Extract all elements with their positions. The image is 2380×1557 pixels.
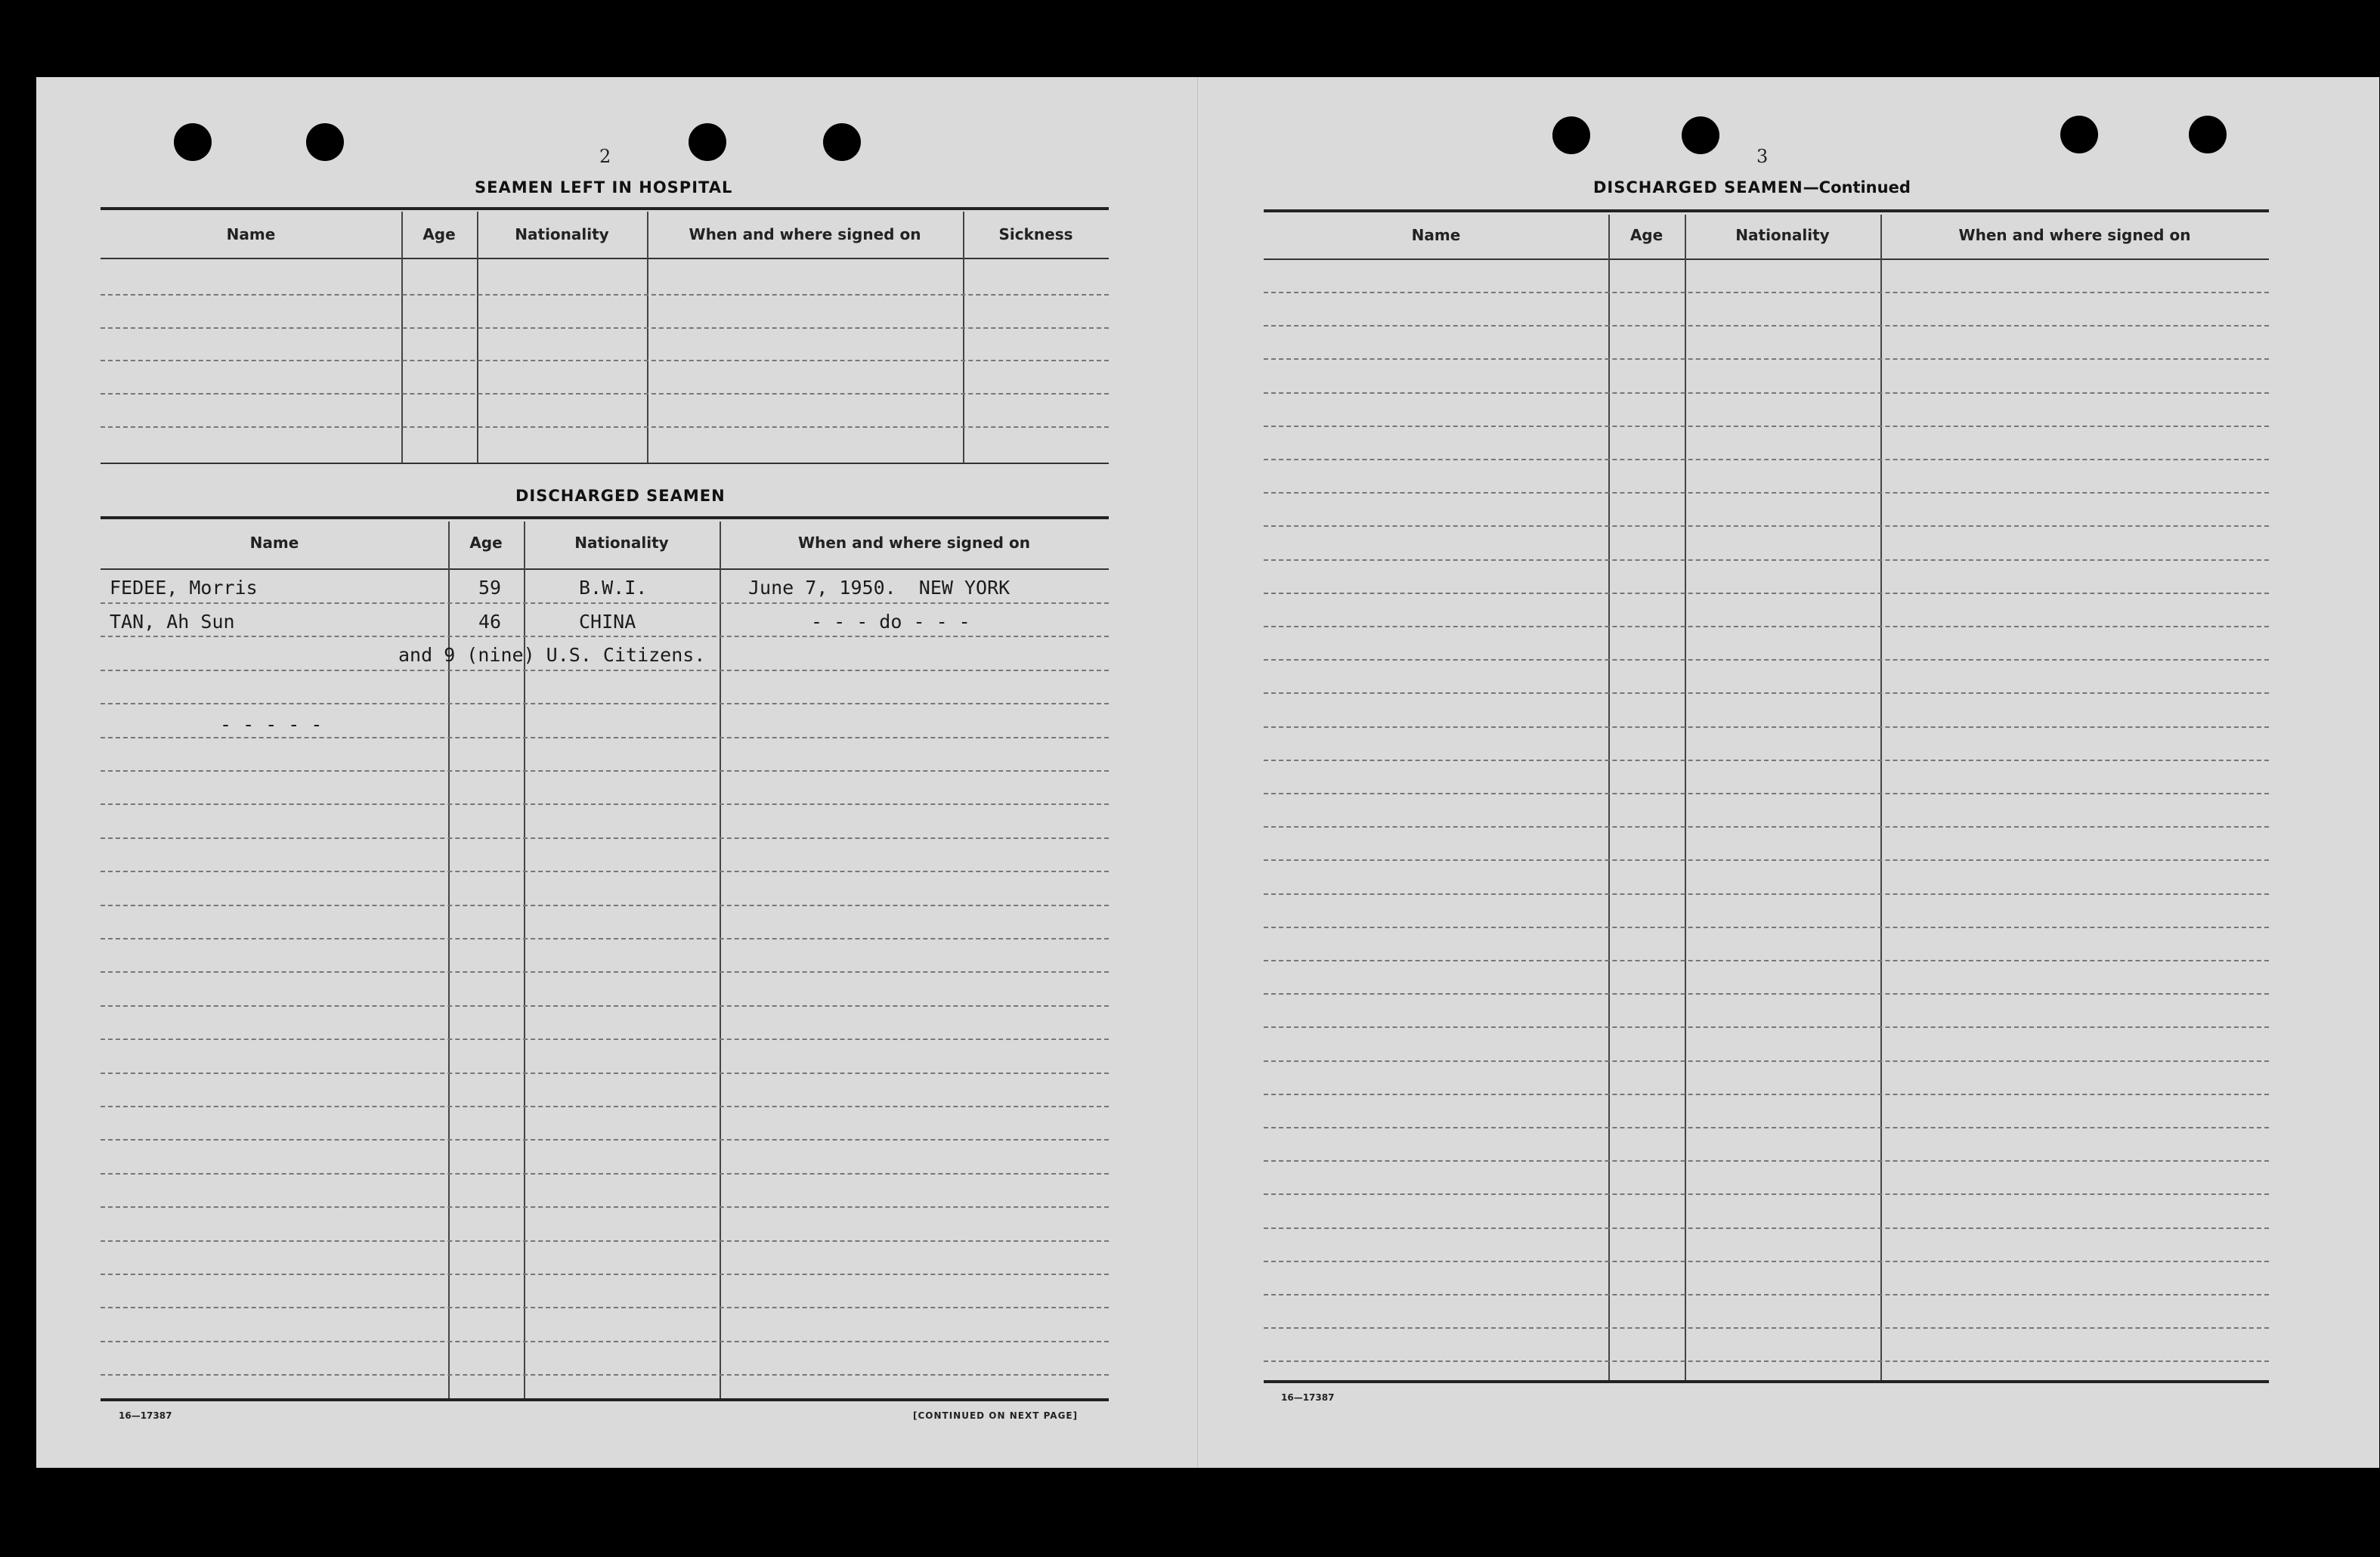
table-ruled-line xyxy=(101,737,1109,738)
table-ruled-line xyxy=(1264,1026,2269,1028)
table-ruled-line xyxy=(1264,893,2269,895)
table-header-rule xyxy=(1264,258,2269,260)
column-header-nationality: Nationality xyxy=(574,534,669,552)
table-ruled-line xyxy=(101,426,1109,428)
table-ruled-line xyxy=(101,1341,1109,1342)
column-header-age: Age xyxy=(1629,226,1664,244)
center-fold xyxy=(1197,77,1199,1468)
table-header-rule xyxy=(101,258,1109,259)
table-ruled-line xyxy=(1264,392,2269,394)
table-ruled-line xyxy=(1264,1360,2269,1362)
table-bottom-rule xyxy=(1264,1380,2269,1383)
table-ruled-line xyxy=(1264,559,2269,561)
seaman-name: TAN, Ah Sun xyxy=(110,611,235,633)
table-ruled-line xyxy=(101,327,1109,329)
table-ruled-line xyxy=(1264,1127,2269,1128)
table-ruled-line xyxy=(1264,525,2269,527)
table-ruled-line xyxy=(1264,426,2269,427)
table-ruled-line xyxy=(1264,459,2269,460)
table-ruled-line xyxy=(101,1039,1109,1040)
table-ruled-line xyxy=(1264,659,2269,661)
column-divider xyxy=(477,212,478,463)
continued-note: [CONTINUED ON NEXT PAGE] xyxy=(913,1410,1079,1421)
table-ruled-line xyxy=(1264,1227,2269,1229)
seaman-age: 59 xyxy=(478,577,502,599)
column-header-name: Name xyxy=(249,534,299,552)
table-bottom-rule xyxy=(101,463,1109,464)
table-ruled-line xyxy=(101,1173,1109,1175)
table-top-rule xyxy=(101,207,1109,210)
table-ruled-line xyxy=(1264,859,2269,861)
table-ruled-line xyxy=(101,1073,1109,1074)
seaman-signed-on: - - - do - - - xyxy=(811,611,970,633)
table-ruled-line xyxy=(101,602,1109,604)
table-ruled-line xyxy=(1264,993,2269,995)
punch-hole xyxy=(174,123,212,161)
column-header-name: Name xyxy=(1411,226,1461,244)
title-suffix: —Continued xyxy=(1803,178,1911,197)
table-top-rule xyxy=(101,516,1109,519)
column-header-name: Name xyxy=(226,225,276,243)
table-ruled-line xyxy=(1264,760,2269,761)
table-top-rule xyxy=(1264,209,2269,212)
column-header-signed-on: When and where signed on xyxy=(798,534,1030,552)
punch-hole xyxy=(2189,116,2227,153)
table-ruled-line xyxy=(1264,826,2269,828)
seaman-age: 46 xyxy=(478,611,502,633)
citizens-note: and 9 (nine) U.S. Citizens. xyxy=(398,644,706,666)
table-ruled-line xyxy=(1264,358,2269,360)
table-ruled-line xyxy=(1264,793,2269,794)
hospital-section-title: SEAMEN LEFT IN HOSPITAL xyxy=(475,178,733,197)
page-number: 2 xyxy=(599,146,611,167)
table-ruled-line xyxy=(1264,325,2269,327)
column-header-age: Age xyxy=(422,225,456,243)
document-sheet xyxy=(36,77,2379,1468)
punch-hole xyxy=(1682,116,1719,154)
table-ruled-line xyxy=(101,360,1109,361)
table-ruled-line xyxy=(101,670,1109,671)
table-ruled-line xyxy=(1264,1060,2269,1062)
table-ruled-line xyxy=(101,1139,1109,1141)
column-divider xyxy=(1608,215,1610,1380)
punch-hole xyxy=(1552,116,1590,154)
column-header-signed-on: When and where signed on xyxy=(689,225,921,243)
discharged-section-title: DISCHARGED SEAMEN xyxy=(515,487,726,505)
table-ruled-line xyxy=(1264,1193,2269,1195)
punch-hole xyxy=(689,123,726,161)
seaman-name: FEDEE, Morris xyxy=(110,577,258,599)
column-divider xyxy=(1685,215,1686,1380)
punch-hole xyxy=(306,123,344,161)
table-ruled-line xyxy=(101,1005,1109,1007)
punch-hole xyxy=(2060,116,2098,153)
table-ruled-line xyxy=(101,938,1109,939)
table-ruled-line xyxy=(1264,726,2269,728)
table-ruled-line xyxy=(101,393,1109,395)
table-ruled-line xyxy=(101,1374,1109,1376)
table-ruled-line xyxy=(101,871,1109,872)
table-ruled-line xyxy=(101,294,1109,296)
table-ruled-line xyxy=(1264,1261,2269,1262)
table-ruled-line xyxy=(1264,927,2269,928)
dash-separator: - - - - - xyxy=(220,713,323,735)
table-ruled-line xyxy=(1264,593,2269,594)
table-ruled-line xyxy=(101,770,1109,772)
table-header-rule xyxy=(101,568,1109,570)
table-ruled-line xyxy=(101,1106,1109,1107)
table-ruled-line xyxy=(1264,1327,2269,1329)
table-ruled-line xyxy=(101,1206,1109,1208)
table-ruled-line xyxy=(1264,292,2269,293)
title-text: DISCHARGED SEAMEN xyxy=(1593,178,1803,197)
seaman-signed-on: June 7, 1950. NEW YORK xyxy=(748,577,1010,599)
table-ruled-line xyxy=(101,1240,1109,1242)
column-header-sickness: Sickness xyxy=(998,225,1073,243)
table-bottom-rule xyxy=(101,1398,1109,1401)
column-header-signed-on: When and where signed on xyxy=(1958,226,2191,244)
table-ruled-line xyxy=(1264,1094,2269,1095)
column-divider xyxy=(401,212,403,463)
punch-hole xyxy=(823,123,861,161)
column-header-nationality: Nationality xyxy=(515,225,609,243)
table-ruled-line xyxy=(101,703,1109,704)
column-divider xyxy=(720,522,721,1398)
table-ruled-line xyxy=(1264,492,2269,494)
seaman-nationality: CHINA xyxy=(579,611,636,633)
table-ruled-line xyxy=(1264,626,2269,627)
table-ruled-line xyxy=(101,1274,1109,1275)
table-ruled-line xyxy=(101,971,1109,973)
form-code: 16—17387 xyxy=(1281,1392,1335,1403)
table-ruled-line xyxy=(101,636,1109,637)
table-ruled-line xyxy=(101,837,1109,839)
page-number: 3 xyxy=(1756,146,1769,167)
column-header-age: Age xyxy=(469,534,503,552)
column-divider xyxy=(647,212,648,463)
table-ruled-line xyxy=(101,803,1109,805)
table-ruled-line xyxy=(101,905,1109,906)
seaman-nationality: B.W.I. xyxy=(579,577,648,599)
table-ruled-line xyxy=(1264,692,2269,694)
column-divider xyxy=(1880,215,1882,1380)
table-ruled-line xyxy=(1264,960,2269,961)
table-ruled-line xyxy=(1264,1160,2269,1162)
column-divider xyxy=(963,212,964,463)
form-code: 16—17387 xyxy=(119,1410,172,1421)
table-ruled-line xyxy=(101,1307,1109,1308)
column-header-nationality: Nationality xyxy=(1735,226,1830,244)
discharged-continued-title xyxy=(1593,178,1911,197)
table-ruled-line xyxy=(1264,1294,2269,1295)
